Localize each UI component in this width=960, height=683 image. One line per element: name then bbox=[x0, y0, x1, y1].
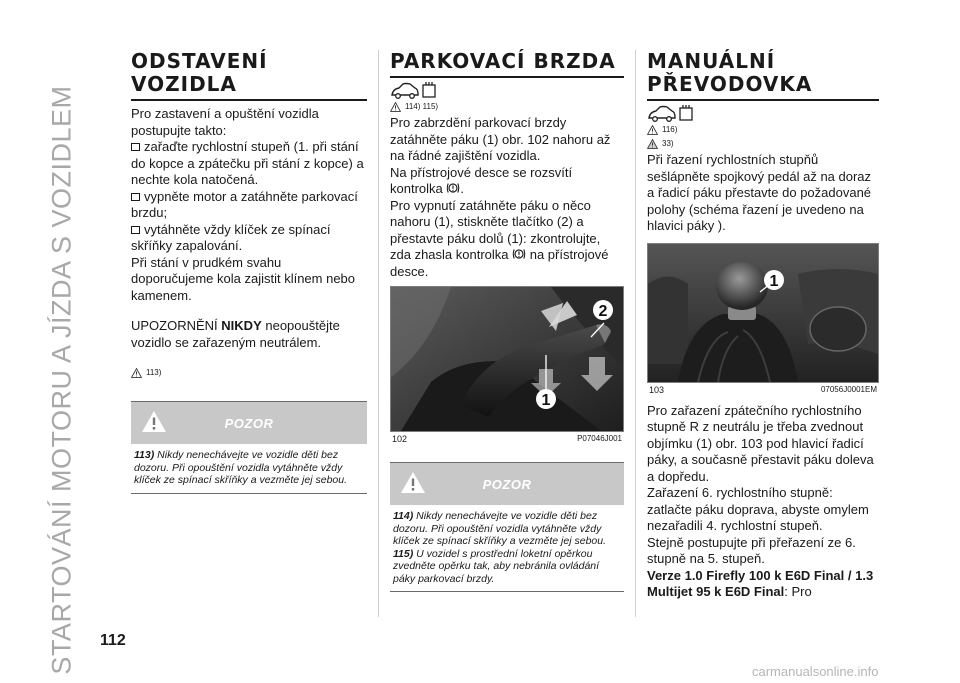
bullet-square-icon bbox=[131, 143, 140, 151]
side-chapter-title: STARTOVÁNÍ MOTORU A JÍZDA S VOZIDLEM bbox=[46, 85, 77, 675]
warning-triangle-icon bbox=[647, 125, 658, 135]
page-number: 112 bbox=[100, 632, 126, 649]
warning-text: 113) Nikdy nenechávejte ve vozidle děti bez dozoru. Při opouštění vozidla vytáhněte vždy klíček ze spínací skříňky a vezměte jej sebou. bbox=[131, 444, 367, 494]
gear-lever-photo bbox=[648, 244, 878, 382]
paragraph: Stejně postupujte při přeřazení ze 6. stupně na 5. stupeň. bbox=[647, 534, 856, 566]
paragraph: Při řazení rychlostních stupňů sešlápněte spojkový pedál až na doraz a řadicí páku přestavte do požadované polohy (schéma řazení je uvedeno na hlavici páky ). bbox=[647, 152, 872, 233]
notice-paragraph: UPOZORNĚNÍ NIKDY neopouštějte vozidlo se zařazeným neutrálem. bbox=[131, 318, 340, 350]
bullet-item: zařaďte rychlostní stupeň (1. při stání do kopce a zpátečku při stání z kopce) a nechte kola natočená. bbox=[131, 139, 364, 187]
warning-header: POZOR bbox=[390, 463, 624, 505]
figure-marker: 2 bbox=[598, 303, 608, 320]
paragraph: Pro vypnutí zatáhněte páku o něco nahoru (1), stiskněte tlačítko (2) a přestavte páku dolů (1): zkontrolujte, zda zhasla kontrolka na přístrojové desce. bbox=[390, 197, 609, 279]
section-manual-gearbox bbox=[647, 50, 879, 601]
warning-box bbox=[390, 462, 624, 592]
bullet-item: vytáhněte vždy klíček ze spínací skříňky zapalování. bbox=[131, 221, 331, 253]
warning-triangle-icon bbox=[390, 102, 401, 112]
warning-reference: 116) bbox=[647, 124, 879, 136]
figure-marker: 1 bbox=[769, 272, 779, 290]
transmission-icon bbox=[421, 81, 437, 99]
bullet-square-icon bbox=[131, 193, 140, 201]
car-icon bbox=[390, 81, 420, 99]
car-icon bbox=[647, 104, 677, 122]
bullet-square-icon bbox=[131, 226, 140, 234]
warning-reference: 113) bbox=[131, 367, 367, 379]
warning-item: 115) U vozidel s prostřední loketní opěrkou zvedněte opěrku tak, aby nebránila ovládání páky parkovací brzdy. bbox=[393, 547, 600, 585]
bullet-item: vypněte motor a zatáhněte parkovací brzdu; bbox=[131, 188, 358, 220]
section-body bbox=[647, 152, 879, 235]
paragraph: Verze 1.0 Firefly 100 k E6D Final / 1.3 Multijet 95 k E6D Final: Pro bbox=[647, 567, 874, 599]
warning-triangle-icon bbox=[131, 368, 142, 378]
section-heading: PARKOVACÍ BRZDA bbox=[390, 50, 624, 78]
paragraph: Zařazení 6. rychlostního stupně: zatlačte páku doprava, abyste omylem nezařadili 4. rychlostní stupeň. bbox=[647, 485, 869, 533]
vehicle-icon-row bbox=[390, 81, 624, 99]
paragraph: Pro zabrzdění parkovací brzdy zatáhněte páku (1) obr. 102 nahoru až na řádné zajištění vozidla. bbox=[390, 115, 611, 163]
warning-reference: 114) 115) bbox=[390, 101, 624, 113]
figure-caption: 102 P07046J001 bbox=[392, 434, 622, 444]
parking-brake-photo bbox=[391, 287, 623, 431]
section-parking-brake bbox=[390, 50, 624, 592]
warning-item: 114) Nikdy nenechávejte ve vozidle děti bez dozoru. Při opouštění vozidla vytáhněte vždy klíček ze spínací skříňky a vezměte jej sebou. bbox=[393, 510, 607, 547]
figure-caption: 103 07056J0001EM bbox=[649, 384, 877, 395]
warning-triangle-icon bbox=[400, 471, 426, 494]
section-heading: ODSTAVENÍ VOZIDLA bbox=[131, 50, 367, 101]
warning-triangle-icon bbox=[141, 410, 167, 433]
section-parking bbox=[131, 50, 367, 494]
figure-gear-lever bbox=[647, 243, 879, 383]
warning-box bbox=[131, 401, 367, 494]
figure-marker: 1 bbox=[541, 392, 551, 409]
attention-triangle-icon bbox=[647, 139, 658, 149]
parking-brake-warning-light-icon bbox=[512, 248, 526, 260]
section-body bbox=[131, 106, 367, 351]
figure-parking-brake-lever bbox=[390, 286, 624, 432]
attention-reference: 33) bbox=[647, 138, 879, 150]
paragraph: Na přístrojové desce se rozsvítí kontrolka . bbox=[390, 164, 573, 196]
section-heading: MANUÁLNÍ PŘEVODOVKA bbox=[647, 50, 879, 101]
paragraph: Pro zařazení zpátečního rychlostního stupně R z neutrálu je třeba zvednout objímku (1) obr. 103 pod hlavicí řadicí páky, a současně přestavit páku doleva a dopředu. bbox=[647, 402, 874, 484]
transmission-icon bbox=[678, 104, 694, 122]
paragraph: Pro zastavení a opuštění vozidla postupujte takto: bbox=[131, 106, 319, 138]
section-body bbox=[647, 403, 879, 601]
column-divider bbox=[635, 50, 636, 617]
warning-text bbox=[390, 505, 624, 592]
column-divider bbox=[378, 50, 379, 617]
vehicle-icon-row bbox=[647, 104, 879, 122]
paragraph: Při stání v prudkém svahu doporučujeme kola zajistit klínem nebo kamenem. bbox=[131, 254, 356, 303]
watermark: carmanualsonline.info bbox=[752, 664, 879, 679]
section-body bbox=[390, 115, 624, 280]
parking-brake-warning-light-icon bbox=[446, 182, 460, 194]
warning-header: POZOR bbox=[131, 402, 367, 444]
